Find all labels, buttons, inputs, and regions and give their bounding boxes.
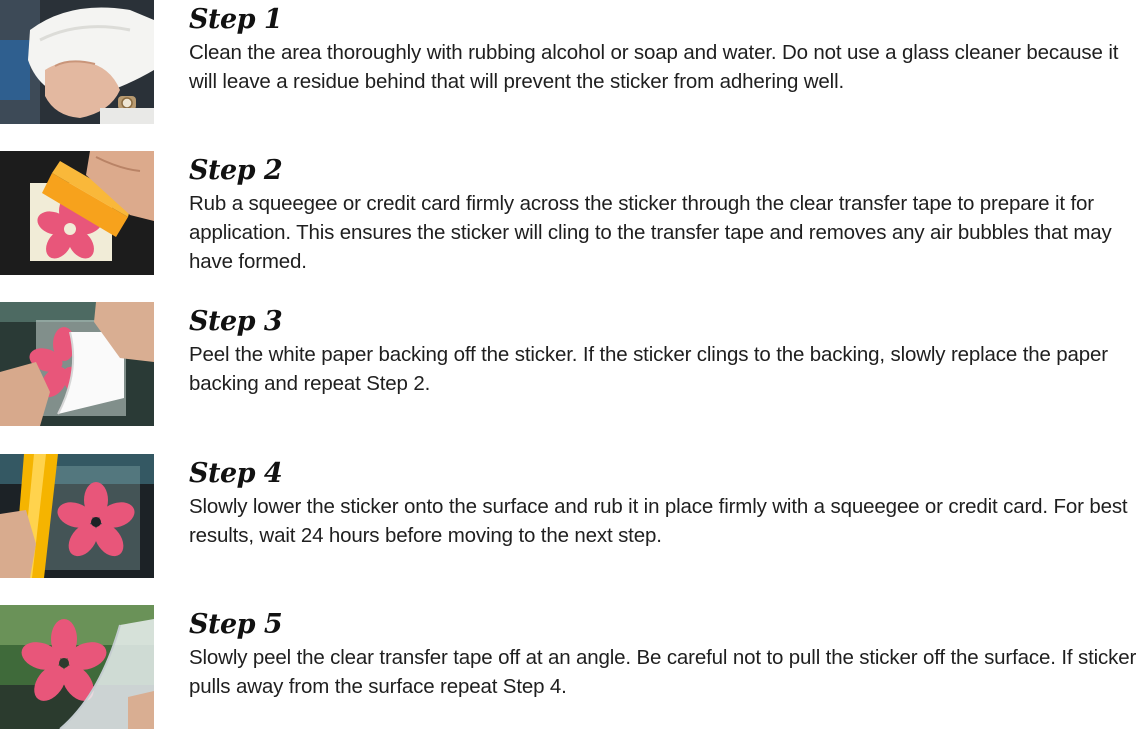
squeegee-hibiscus-icon bbox=[0, 151, 154, 275]
step-2 bbox=[0, 151, 1140, 275]
step-4-text bbox=[189, 458, 1137, 550]
step-description: Slowly lower the sticker onto the surface and rub it in place firmly with a squeegee or credit card. For best results, wait 24 hours before moving to the next step. bbox=[189, 495, 1128, 547]
peeling-transfer-tape-icon bbox=[0, 605, 154, 729]
step-2-text bbox=[189, 155, 1137, 276]
step-title: Step 3 bbox=[189, 306, 283, 337]
step-2-photo bbox=[0, 151, 154, 275]
step-1 bbox=[0, 0, 1140, 124]
step-title: Step 2 bbox=[189, 155, 283, 186]
step-3 bbox=[0, 302, 1140, 426]
peeling-backing-icon bbox=[0, 302, 154, 426]
step-3-text bbox=[189, 306, 1137, 398]
step-title: Step 4 bbox=[189, 458, 283, 489]
step-description: Clean the area thoroughly with rubbing alcohol or soap and water. Do not use a glass cleaner because it will leave a residue behind that will prevent the sticker from adhering well. bbox=[189, 41, 1119, 93]
step-title: Step 5 bbox=[189, 609, 283, 640]
step-4-photo bbox=[0, 454, 154, 578]
step-3-photo bbox=[0, 302, 154, 426]
step-5 bbox=[0, 605, 1140, 729]
step-description: Rub a squeegee or credit card firmly across the sticker through the clear transfer tape to prepare it for application. This ensures the sticker will cling to the transfer tape and removes any air bubbles that may have formed. bbox=[189, 192, 1112, 273]
squeegee-window-icon bbox=[0, 454, 154, 578]
step-title: Step 1 bbox=[189, 4, 283, 35]
step-description: Slowly peel the clear transfer tape off at an angle. Be careful not to pull the sticker off the surface. If sticker pulls away from the surface repeat Step 4. bbox=[189, 646, 1137, 698]
step-1-text bbox=[189, 4, 1137, 96]
step-5-photo bbox=[0, 605, 154, 729]
hand-wiping-glass-icon bbox=[0, 0, 154, 124]
step-1-photo bbox=[0, 0, 154, 124]
step-description: Peel the white paper backing off the sticker. If the sticker clings to the backing, slowly replace the paper backing and repeat Step 2. bbox=[189, 343, 1108, 395]
step-4 bbox=[0, 454, 1140, 578]
step-5-text bbox=[189, 609, 1137, 701]
